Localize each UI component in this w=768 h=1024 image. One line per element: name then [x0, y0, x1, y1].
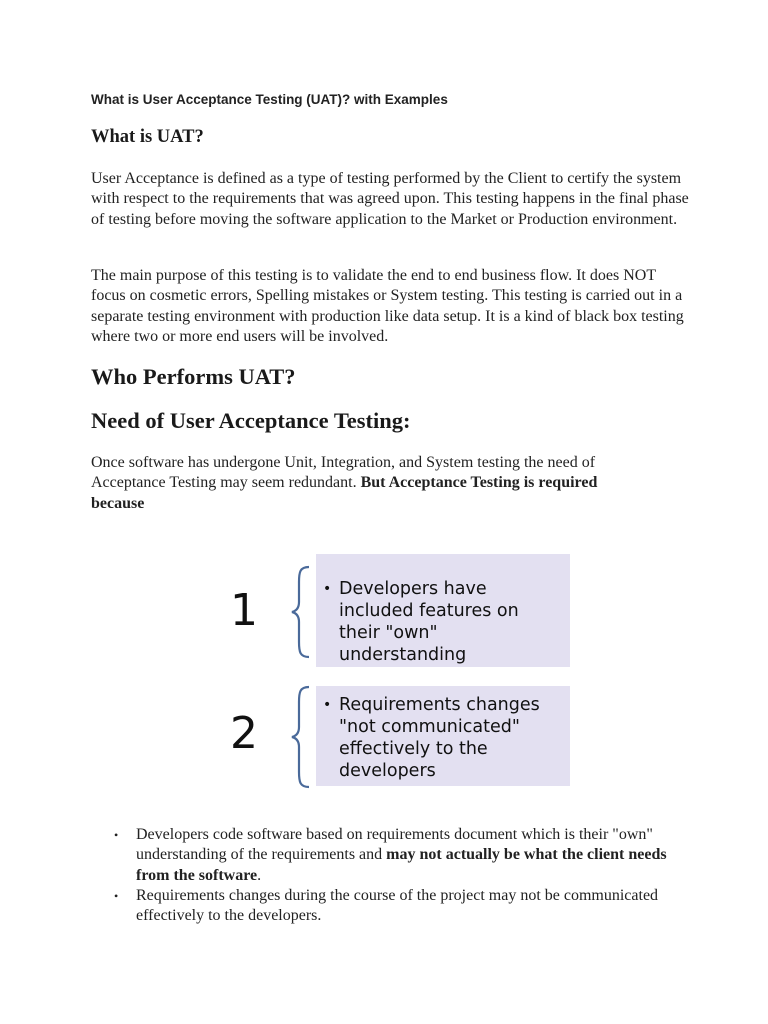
bullet-icon: • [323, 697, 332, 713]
diagram-number-1: 1 [230, 585, 258, 636]
bullet-icon: • [114, 828, 119, 842]
paragraph-need-bold: But Acceptance Testing is required because [91, 474, 598, 512]
heading-who-performs: Who Performs UAT? [91, 364, 296, 389]
brace-icon [290, 564, 312, 660]
list-item-text: Requirements changes during the course of the project may not be communicated effectively to the developers. [136, 886, 659, 925]
brace-icon [290, 684, 312, 790]
paragraph-definition: User Acceptance is defined as a type of testing performed by the Client to certify the system with respect to the requirements that was agreed upon. This testing happens in the final phase of testing before moving the software application to the Market or Production environment. [91, 170, 689, 228]
diagram-box-2-text: Requirements changes "not communicated" effectively to the developers [339, 695, 540, 781]
heading-need-of-uat: Need of User Acceptance Testing: [91, 408, 411, 433]
reasons-bullet-list [114, 825, 684, 926]
diagram-box-2 [316, 686, 570, 786]
list-item [114, 886, 684, 927]
list-item-tail: . [257, 866, 262, 884]
page-title: What is User Acceptance Testing (UAT)? with Examples [91, 92, 448, 107]
bullet-icon: • [114, 888, 119, 903]
list-item-text: Developers code software based on requirements document which is their "own" understanding of the requirements and [136, 826, 653, 864]
diagram-number-2: 2 [230, 708, 258, 759]
list-item [114, 825, 684, 886]
diagram-box-1 [316, 554, 570, 667]
list-item-bold: may not actually be what the client needs from the software [136, 846, 667, 884]
diagram-box-1-text: Developers have included features on their "own" understanding [339, 579, 519, 665]
heading-what-is-uat: What is UAT? [91, 127, 204, 147]
paragraph-need-text: Once software has undergone Unit, Integration, and System testing the need of Acceptance Testing may seem redundant. [91, 454, 596, 492]
paragraph-purpose: The main purpose of this testing is to validate the end to end business flow. It does NOT focus on cosmetic errors, Spelling mistakes or System testing. This testing is carried out in a separate testing environment with production like data setup. It is a kind of black box testing where two or more end users will be involved. [91, 267, 684, 345]
reasons-diagram [220, 552, 580, 792]
paragraph-need [91, 453, 651, 514]
bullet-icon: • [323, 581, 332, 597]
